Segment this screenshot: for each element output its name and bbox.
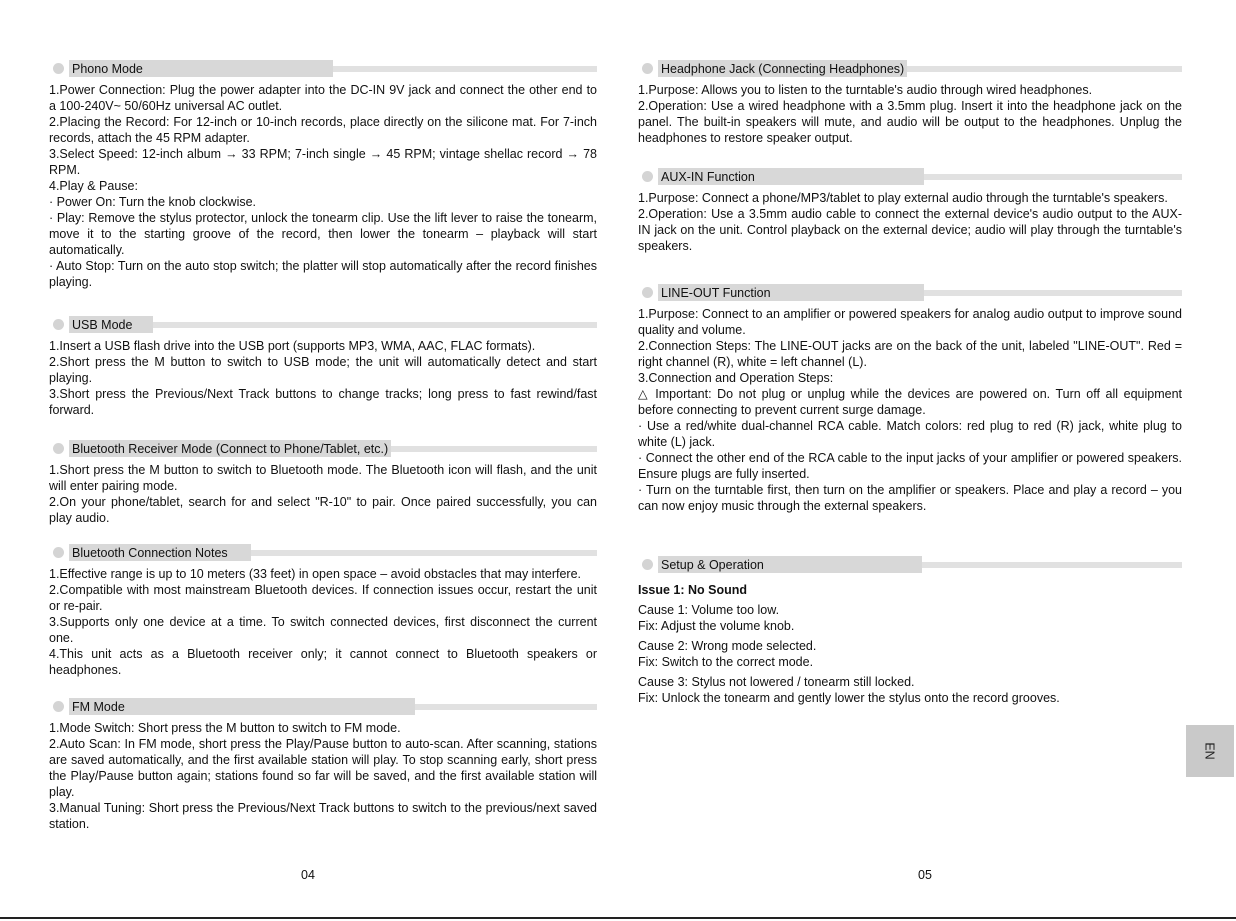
section-body-line-out [638,306,1182,514]
paragraph: 1.Effective range is up to 10 meters (33 feet) in open space – avoid obstacles that may interfere. [49,567,582,581]
bullet-dot-icon [53,63,64,74]
section-header-bluetooth-receiver [49,440,597,458]
paragraph: 2.Compatible with most mainstream Bluetooth devices. If connection issues occur, restart the unit or re-pair. [49,583,597,613]
section-body-bluetooth-notes [49,566,597,678]
bullet-dot-icon [642,287,653,298]
paragraph: 2.Short press the M button to switch to USB mode; the unit will automatically detect and start playing. [49,355,597,385]
section-header-fm-mode [49,698,597,716]
language-tab-label: EN [1203,742,1217,760]
section-body-aux-in [638,190,1182,254]
paragraph: 2.Operation: Use a 3.5mm audio cable to connect the external device's audio output to the AUX-IN jack on the unit. Control playback on the external device; audio will play through the turntable's speakers. [638,207,1182,253]
paragraph: · Auto Stop: Turn on the auto stop switch; the platter will stop automatically after the record finishes playing. [49,259,597,289]
paragraph: 2.Auto Scan: In FM mode, short press the Play/Pause button to auto-scan. After scanning, stations are saved automatically, and the first available station will play. To stop scanning early, short press the Play/Pause button again; stations found so far will be saved, and the first available station will play. [49,737,597,799]
paragraph: 1.Power Connection: Plug the power adapter into the DC-IN 9V jack and connect the other end to a 100-240V~ 50/60Hz universal AC outlet. [49,83,597,113]
paragraph: 1.Purpose: Connect to an amplifier or powered speakers for analog audio output to improve sound quality and volume. [638,307,1182,337]
bullet-dot-icon [642,63,653,74]
paragraph: 4.Play & Pause: [49,179,138,193]
paragraph: 3.Supports only one device at a time. To switch connected devices, first disconnect the current one. [49,615,597,645]
paragraph: 4.This unit acts as a Bluetooth receiver only; it cannot connect to Bluetooth speakers or headphones. [49,647,597,677]
paragraph: 1.Insert a USB flash drive into the USB port (supports MP3, WMA, AAC, FLAC formats). [49,339,536,353]
cause-text: Cause 1: Volume too low. [638,603,780,617]
cause-text: Cause 2: Wrong mode selected. [638,639,817,653]
bullet-dot-icon [53,319,64,330]
section-body-setup-operation [638,582,1182,706]
paragraph: 2.Operation: Use a wired headphone with a 3.5mm plug. Insert it into the headphone jack on the panel. The built-in speakers will mute, and audio will be output to the headphones. Unplug the headphones to restore speaker output. [638,99,1182,145]
page-number-right: 05 [918,868,932,882]
bottom-border [0,917,1236,919]
section-title: AUX-IN Function [658,168,924,185]
section-body-bluetooth-receiver [49,462,597,526]
language-tab [1186,725,1234,777]
cause-text: Cause 3: Stylus not lowered / tonearm still locked. [638,675,915,689]
section-title: LINE-OUT Function [658,284,924,301]
section-header-headphone-jack [638,60,1182,78]
section-title: Bluetooth Connection Notes [69,544,251,561]
paragraph: 1.Purpose: Allows you to listen to the turntable's audio through wired headphones. [638,83,1093,97]
section-title: Bluetooth Receiver Mode (Connect to Phone/Tablet, etc.) [69,440,391,457]
section-title: Phono Mode [69,60,333,77]
left-page [49,60,597,832]
section-title: FM Mode [69,698,415,715]
paragraph: 1.Purpose: Connect a phone/MP3/tablet to play external audio through the turntable's speakers. [638,191,1168,205]
fix-text: Fix: Unlock the tonearm and gently lower the stylus onto the record grooves. [638,691,1060,705]
paragraph: 3.Connection and Operation Steps: [638,371,834,385]
paragraph: · Connect the other end of the RCA cable to the input jacks of your amplifier or powered speakers. Ensure plugs are fully inserted. [638,451,1182,481]
paragraph: 2.Connection Steps: The LINE-OUT jacks are on the back of the unit, labeled "LINE-OUT". Red = right channel (R), white = left channel (L). [638,339,1182,369]
paragraph: 2.Placing the Record: For 12-inch or 10-inch records, place directly on the silicone mat. For 7-inch records, attach the 45 RPM adapter. [49,115,597,145]
fix-text: Fix: Adjust the volume knob. [638,619,795,633]
section-body-phono-mode [49,82,597,290]
section-body-fm-mode [49,720,597,832]
bullet-dot-icon [53,701,64,712]
paragraph: · Turn on the turntable first, then turn on the amplifier or speakers. Place and play a record – you can now enjoy music through the external speakers. [638,483,1182,513]
paragraph: 1.Short press the M button to switch to Bluetooth mode. The Bluetooth icon will flash, and the unit will enter pairing mode. [49,463,597,493]
paragraph: 3.Manual Tuning: Short press the Previous/Next Track buttons to switch to the previous/next saved station. [49,801,597,831]
section-title: Headphone Jack (Connecting Headphones) [658,60,907,77]
section-header-bluetooth-notes [49,544,597,562]
right-page [638,60,1182,706]
section-body-usb-mode [49,338,597,418]
section-header-setup-operation [638,556,1182,574]
paragraph: △ Important: Do not plug or unplug while the devices are powered on. Turn off all equipment before connecting to prevent current surge damage. [638,387,1182,417]
paragraph: 3.Select Speed: 12-inch album → 33 RPM; 7-inch single → 45 RPM; vintage shellac record → 78 RPM. [49,147,597,177]
paragraph: 2.On your phone/tablet, search for and select "R-10" to pair. Once paired successfully, you can play audio. [49,495,597,525]
bullet-dot-icon [642,171,653,182]
section-header-usb-mode [49,316,597,334]
page-number-left: 04 [301,868,315,882]
section-title: USB Mode [69,316,153,333]
fix-text: Fix: Switch to the correct mode. [638,655,814,669]
paragraph: · Play: Remove the stylus protector, unlock the tonearm clip. Use the lift lever to raise the tonearm, move it to the starting groove of the record, then lower the tonearm – playback will start automatically. [49,211,597,257]
bullet-dot-icon [642,559,653,570]
section-body-headphone-jack [638,82,1182,146]
paragraph: · Use a red/white dual-channel RCA cable. Match colors: red plug to red (R) jack, white plug to white (L) jack. [638,419,1182,449]
bullet-dot-icon [53,443,64,454]
section-header-phono-mode [49,60,597,78]
section-header-line-out [638,284,1182,302]
paragraph: 1.Mode Switch: Short press the M button to switch to FM mode. [49,721,401,735]
paragraph: 3.Short press the Previous/Next Track buttons to change tracks; long press to fast rewind/fast forward. [49,387,597,417]
section-title: Setup & Operation [658,556,922,573]
section-header-aux-in [638,168,1182,186]
paragraph: · Power On: Turn the knob clockwise. [49,195,257,209]
issue-title: Issue 1: No Sound [638,583,748,597]
bullet-dot-icon [53,547,64,558]
